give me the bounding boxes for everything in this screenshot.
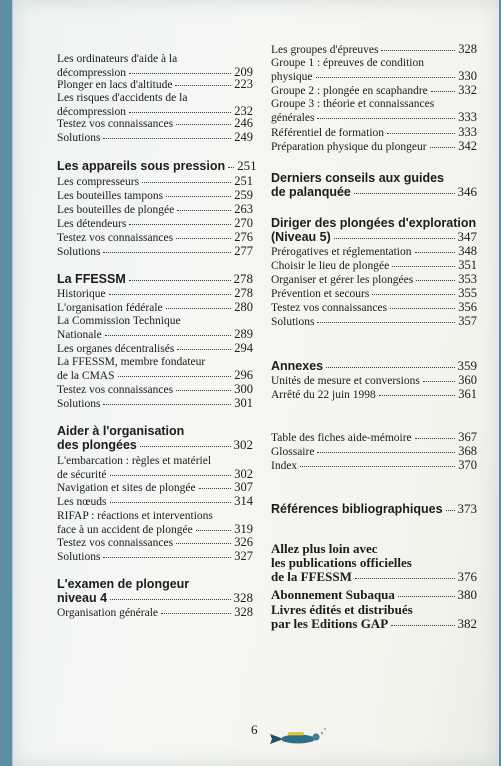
toc-entry-label: Les détendeurs (57, 218, 127, 230)
toc-page-number: 357 (458, 314, 477, 328)
toc-entry-label: décompression (57, 66, 126, 79)
toc-heading (271, 603, 477, 631)
toc-entry-label: Les appareils sous pression (57, 159, 226, 173)
toc-entry-label: (Niveau 5) (271, 230, 331, 244)
toc-page-number: 263 (234, 202, 253, 216)
toc-entry-label: Les compresseurs (57, 176, 140, 188)
toc-page-number: 346 (457, 184, 477, 199)
toc-entry-row (57, 606, 253, 620)
dot-leader (199, 488, 232, 489)
toc-entry-label: de palanquée (271, 185, 351, 199)
toc-entry-row (57, 66, 253, 80)
dot-leader (326, 367, 454, 368)
toc-page-number: 330 (458, 68, 477, 83)
toc-entry (57, 342, 253, 356)
toc-entry-row (271, 70, 477, 84)
toc-entry (57, 92, 253, 118)
toc-heading (57, 424, 253, 452)
toc-entry (57, 301, 253, 315)
toc-heading (57, 577, 253, 605)
dot-leader (109, 294, 232, 295)
toc-heading (271, 542, 477, 584)
toc-entry (271, 245, 477, 259)
toc-entry-label: Index (271, 460, 298, 472)
toc-entry-label: niveau 4 (57, 591, 108, 605)
toc-entry (271, 273, 477, 287)
toc-entry (271, 459, 477, 473)
dot-leader (431, 91, 455, 92)
toc-entry-row (57, 189, 253, 203)
toc-entry (57, 455, 253, 481)
toc-page-number: 373 (457, 501, 477, 516)
toc-entry-row (57, 301, 253, 315)
dot-leader (398, 596, 455, 597)
toc-entry-label: Les bouteilles tampons (57, 190, 164, 202)
dot-leader (110, 502, 232, 503)
dot-leader (317, 452, 455, 453)
dot-leader (110, 599, 230, 600)
toc-page-number: 278 (233, 271, 253, 286)
toc-entry-label-line: Diriger des plongées d'exploration (271, 216, 477, 230)
toc-entry-row (57, 536, 253, 550)
toc-entry-label-line: La FFESSM, membre fondateur (57, 356, 206, 368)
dot-leader (317, 118, 455, 119)
toc-entry (57, 231, 253, 245)
toc-entry-label: Testez vos connaissances (57, 232, 174, 244)
dot-leader (300, 466, 455, 467)
toc-entry-label: Les nœuds (57, 496, 107, 508)
toc-entry-row (271, 431, 477, 445)
dot-leader (317, 322, 455, 323)
dot-leader (110, 475, 232, 476)
dot-leader (387, 133, 455, 134)
toc-entry-row (57, 591, 253, 605)
dot-leader (316, 77, 456, 78)
toc-entry-label-line: les publications officielles (271, 555, 412, 570)
toc-page-number: 327 (234, 549, 253, 563)
toc-entry-row (271, 301, 477, 315)
toc-page-number: 296 (234, 367, 253, 382)
dot-leader (423, 381, 455, 382)
toc-entry-row (271, 588, 477, 602)
page-number: 6 (251, 722, 258, 737)
toc-entry-label-line: Les ordinateurs d'aide à la (57, 53, 178, 65)
toc-entry (57, 287, 253, 301)
toc-entry-row (271, 359, 477, 373)
toc-entry-row (57, 131, 253, 145)
toc-entry-label: de la FFESSM (271, 569, 352, 584)
toc-heading (271, 588, 477, 602)
toc-page-number: 328 (458, 42, 477, 56)
toc-heading (271, 359, 477, 373)
toc-entry (57, 245, 253, 259)
toc-page-number: 342 (458, 139, 477, 153)
toc-entry-row (57, 287, 253, 301)
toc-entry-row (57, 383, 253, 397)
toc-entry-label: Solutions (57, 246, 101, 258)
toc-entry-label: face à un accident de plongée (57, 523, 193, 536)
toc-entry-label: générales (271, 111, 315, 124)
toc-entry-label: Solutions (57, 132, 101, 144)
toc-page-number: 319 (234, 521, 253, 536)
toc-entry-label: Solutions (57, 551, 101, 563)
dot-leader (430, 147, 456, 148)
toc-entry (57, 495, 253, 509)
toc-entry-label: des plongées (57, 438, 137, 452)
toc-entry (271, 126, 477, 140)
toc-entry-row (57, 438, 253, 452)
toc-entry-row (271, 445, 477, 459)
toc-page-number: 251 (237, 158, 257, 173)
toc-entry-label-line: RIFAP : réactions et interventions (57, 510, 213, 522)
toc-entry-label: Testez vos connaissances (57, 118, 174, 130)
toc-page-number: 351 (458, 258, 477, 272)
toc-entry-row (57, 468, 253, 482)
toc-page-number: 353 (458, 272, 477, 286)
toc-entry-row (57, 105, 253, 119)
toc-entry-label: Arrêté du 22 juin 1998 (271, 389, 376, 401)
toc-entry (57, 315, 253, 341)
toc-entry-row (271, 126, 477, 140)
dot-leader (129, 112, 231, 113)
toc-page-number: 277 (234, 244, 253, 258)
toc-entry (57, 117, 253, 131)
toc-entry-label: Organiser et gérer les plongées (271, 274, 414, 286)
toc-entry-label: L'organisation fédérale (57, 302, 163, 314)
toc-entry-label: Glossaire (271, 446, 315, 458)
toc-heading (57, 158, 257, 173)
toc-page-number: 209 (234, 64, 253, 79)
toc-page-number: 278 (234, 286, 253, 300)
toc-page-number: 370 (458, 458, 477, 472)
dot-leader (105, 335, 232, 336)
toc-entry-row (57, 550, 253, 564)
toc-page-number: 301 (234, 396, 253, 410)
toc-entry-row (271, 230, 477, 244)
toc-entry (57, 510, 253, 536)
toc-entry-label-line: Derniers conseils aux guides (271, 171, 444, 185)
toc-entry-label: physique (271, 70, 313, 83)
toc-entry-label: par les Editions GAP (271, 616, 389, 631)
toc-entry (57, 189, 253, 203)
toc-entry-row (271, 502, 477, 516)
toc-page-number: 249 (234, 130, 253, 144)
toc-entry-row (271, 140, 477, 154)
toc-entry-label: Référentiel de formation (271, 127, 385, 139)
toc-entry (271, 388, 477, 402)
toc-page-number: 223 (234, 77, 253, 91)
toc-entry-label-line: L'examen de plongeur (57, 577, 190, 591)
toc-entry (271, 445, 477, 459)
toc-page-number: 368 (458, 444, 477, 458)
dot-leader (415, 438, 456, 439)
toc-entry-row (271, 459, 477, 473)
toc-entry-row (271, 84, 477, 98)
dot-leader (129, 280, 231, 281)
toc-entry-row (57, 272, 253, 286)
toc-entry-row (271, 273, 477, 287)
toc-entry-label: Organisation générale (57, 607, 159, 619)
toc-entry-label: Testez vos connaissances (57, 384, 174, 396)
toc-entry-label-line: Livres édités et distribués (271, 602, 413, 617)
toc-entry-label-line: Groupe 3 : théorie et connaissances (271, 98, 435, 110)
toc-page-number: 333 (458, 125, 477, 139)
toc-page-number: 332 (458, 83, 477, 97)
toc-entry (57, 550, 253, 564)
toc-page-number: 270 (234, 216, 253, 230)
dot-leader (177, 349, 231, 350)
toc-page-number: 246 (234, 116, 253, 130)
toc-entry-row (271, 374, 477, 388)
toc-entry-row (57, 78, 253, 92)
toc-entry-row (57, 158, 257, 173)
dot-leader (392, 266, 455, 267)
toc-entry (271, 140, 477, 154)
toc-entry (57, 397, 253, 411)
toc-page-number: 326 (234, 535, 253, 549)
toc-entry-label: Plonger en lacs d'altitude (57, 79, 173, 91)
dot-leader (391, 625, 454, 626)
dot-leader (446, 510, 455, 511)
toc-entry (271, 374, 477, 388)
toc-entry (57, 78, 253, 92)
dot-leader (228, 167, 234, 168)
dot-leader (415, 252, 456, 253)
toc-entry (57, 53, 253, 79)
toc-entry-row (57, 217, 253, 231)
toc-entry-row (57, 203, 253, 217)
dot-leader (354, 193, 455, 194)
toc-entry-row (57, 523, 253, 537)
toc-entry-row (57, 397, 253, 411)
toc-entry-row (271, 245, 477, 259)
toc-page-number: 360 (458, 373, 477, 387)
toc-entry-row (271, 315, 477, 329)
toc-entry-label: Testez vos connaissances (271, 302, 388, 314)
toc-entry-label: Références bibliographiques (271, 502, 443, 516)
dot-leader (129, 73, 231, 74)
toc-page-number: 251 (234, 174, 253, 188)
toc-page-number: 328 (234, 605, 253, 619)
toc-entry-row (271, 259, 477, 273)
dot-leader (161, 613, 231, 614)
dot-leader (129, 224, 231, 225)
toc-page-number: 294 (234, 341, 253, 355)
toc-page-number: 307 (234, 480, 253, 494)
toc-entry-label: Solutions (57, 398, 101, 410)
dot-leader (176, 390, 231, 391)
toc-entry-label: Solutions (271, 316, 315, 328)
toc-page-number: 356 (458, 300, 477, 314)
dot-leader (416, 280, 455, 281)
toc-page-number: 376 (457, 569, 477, 584)
toc-entry (271, 43, 477, 57)
toc-entry-label: décompression (57, 105, 126, 118)
toc-entry (271, 98, 477, 124)
toc-page-number: 361 (458, 387, 477, 401)
toc-page-number: 380 (457, 587, 477, 602)
toc-entry-label-line: Aider à l'organisation (57, 424, 185, 438)
toc-entry-label-line: Les risques d'accidents de la (57, 92, 188, 104)
toc-entry-label: Les bouteilles de plongée (57, 204, 175, 216)
dot-leader (355, 578, 455, 579)
dot-leader (390, 308, 455, 309)
toc-page-number: 359 (457, 358, 477, 373)
dot-leader (176, 543, 231, 544)
toc-entry-label: Prévention et secours (271, 288, 370, 300)
dot-leader (334, 238, 455, 239)
toc-entry (271, 84, 477, 98)
toc-entry (57, 217, 253, 231)
toc-heading (271, 502, 477, 516)
toc-entry (271, 259, 477, 273)
dot-leader (176, 238, 231, 239)
toc-entry-row (57, 175, 253, 189)
toc-entry-label-line: La Commission Technique (57, 315, 181, 327)
toc-entry-label: Navigation et sites de plongée (57, 482, 196, 494)
toc-entry (271, 315, 477, 329)
toc-entry-label: Choisir le lieu de plongée (271, 260, 390, 272)
dot-leader (142, 182, 231, 183)
toc-page-number: 300 (234, 382, 253, 396)
toc-entry (57, 536, 253, 550)
toc-entry-label: Unités de mesure et conversions (271, 375, 420, 387)
dot-leader (196, 530, 232, 531)
dot-leader (103, 138, 231, 139)
toc-heading (271, 216, 477, 244)
toc-entry (57, 383, 253, 397)
toc-entry-row (271, 617, 477, 631)
toc-entry-row (57, 481, 253, 495)
dot-leader (118, 376, 232, 377)
toc-page-number: 347 (457, 229, 477, 244)
toc-page-number: 259 (234, 188, 253, 202)
dot-leader (166, 308, 232, 309)
toc-entry-row (57, 117, 253, 131)
toc-entry-row (57, 495, 253, 509)
toc-entry-label: Table des fiches aide-mémoire (271, 432, 412, 444)
toc-entry (271, 301, 477, 315)
toc-heading (271, 171, 477, 199)
toc-page-number: 302 (234, 466, 253, 481)
toc-entry-row (271, 43, 477, 57)
toc-entry (57, 606, 253, 620)
toc-entry-label: de sécurité (57, 468, 107, 481)
toc-entry-label: Les groupes d'épreuves (271, 44, 379, 56)
dot-leader (177, 210, 231, 211)
dot-leader (103, 404, 231, 405)
toc-page-number: 302 (233, 437, 253, 452)
toc-entry-label: Groupe 2 : plongée en scaphandre (271, 85, 428, 97)
toc-entry (271, 287, 477, 301)
toc-entry (57, 356, 253, 382)
dot-leader (166, 196, 231, 197)
toc-entry (57, 131, 253, 145)
toc-entry-row (57, 231, 253, 245)
toc-entry-label: de la CMAS (57, 369, 115, 382)
toc-page-number: 328 (233, 590, 253, 605)
toc-entry-row (57, 328, 253, 342)
toc-entry-label: Testez vos connaissances (57, 537, 174, 549)
dot-leader (381, 50, 455, 51)
toc-page-number: 348 (458, 244, 477, 258)
toc-entry (271, 57, 477, 83)
toc-entry-label: Historique (57, 288, 106, 300)
toc-entry-label-line: L'embarcation : règles et matériel (57, 455, 212, 467)
diver-icon (268, 726, 328, 752)
toc-entry-label: Les organes décentralisés (57, 343, 175, 355)
toc-page-number: 280 (234, 300, 253, 314)
toc-entry (271, 431, 477, 445)
dot-leader (176, 124, 231, 125)
toc-page-number: 276 (234, 230, 253, 244)
toc-entry (57, 175, 253, 189)
toc-entry-row (57, 342, 253, 356)
toc-entry-row (57, 245, 253, 259)
toc-page-number: 382 (457, 616, 477, 631)
toc-entry-row (271, 111, 477, 125)
toc-entry (57, 203, 253, 217)
dot-leader (103, 252, 231, 253)
toc-entry-row (271, 388, 477, 402)
toc-page-number: 367 (458, 430, 477, 444)
toc-entry-label: Abonnement Subaqua (271, 587, 395, 602)
toc-page-number: 355 (458, 286, 477, 300)
toc-heading (57, 272, 253, 286)
toc-entry (57, 481, 253, 495)
toc-entry-label: Annexes (271, 359, 324, 373)
toc-page-number: 232 (234, 103, 253, 118)
toc-page-number: 314 (234, 494, 253, 508)
toc-page (12, 0, 499, 766)
toc-entry-label-line: Groupe 1 : épreuves de condition (271, 57, 424, 69)
toc-entry-row (271, 570, 477, 584)
toc-entry-label-line: Allez plus loin avec (271, 541, 378, 556)
toc-page-number: 289 (234, 326, 253, 341)
dot-leader (140, 446, 231, 447)
toc-page-number: 333 (458, 109, 477, 124)
toc-entry-row (271, 185, 477, 199)
toc-entry-label: Prérogatives et réglementation (271, 246, 412, 258)
dot-leader (175, 85, 231, 86)
dot-leader (379, 395, 455, 396)
toc-entry-label: Préparation physique du plongeur (271, 141, 427, 153)
dot-leader (372, 294, 455, 295)
toc-entry-row (271, 287, 477, 301)
dot-leader (103, 557, 231, 558)
toc-entry-label: Nationale (57, 328, 102, 341)
toc-entry-row (57, 369, 253, 383)
toc-entry-label: La FFESSM (57, 272, 126, 286)
